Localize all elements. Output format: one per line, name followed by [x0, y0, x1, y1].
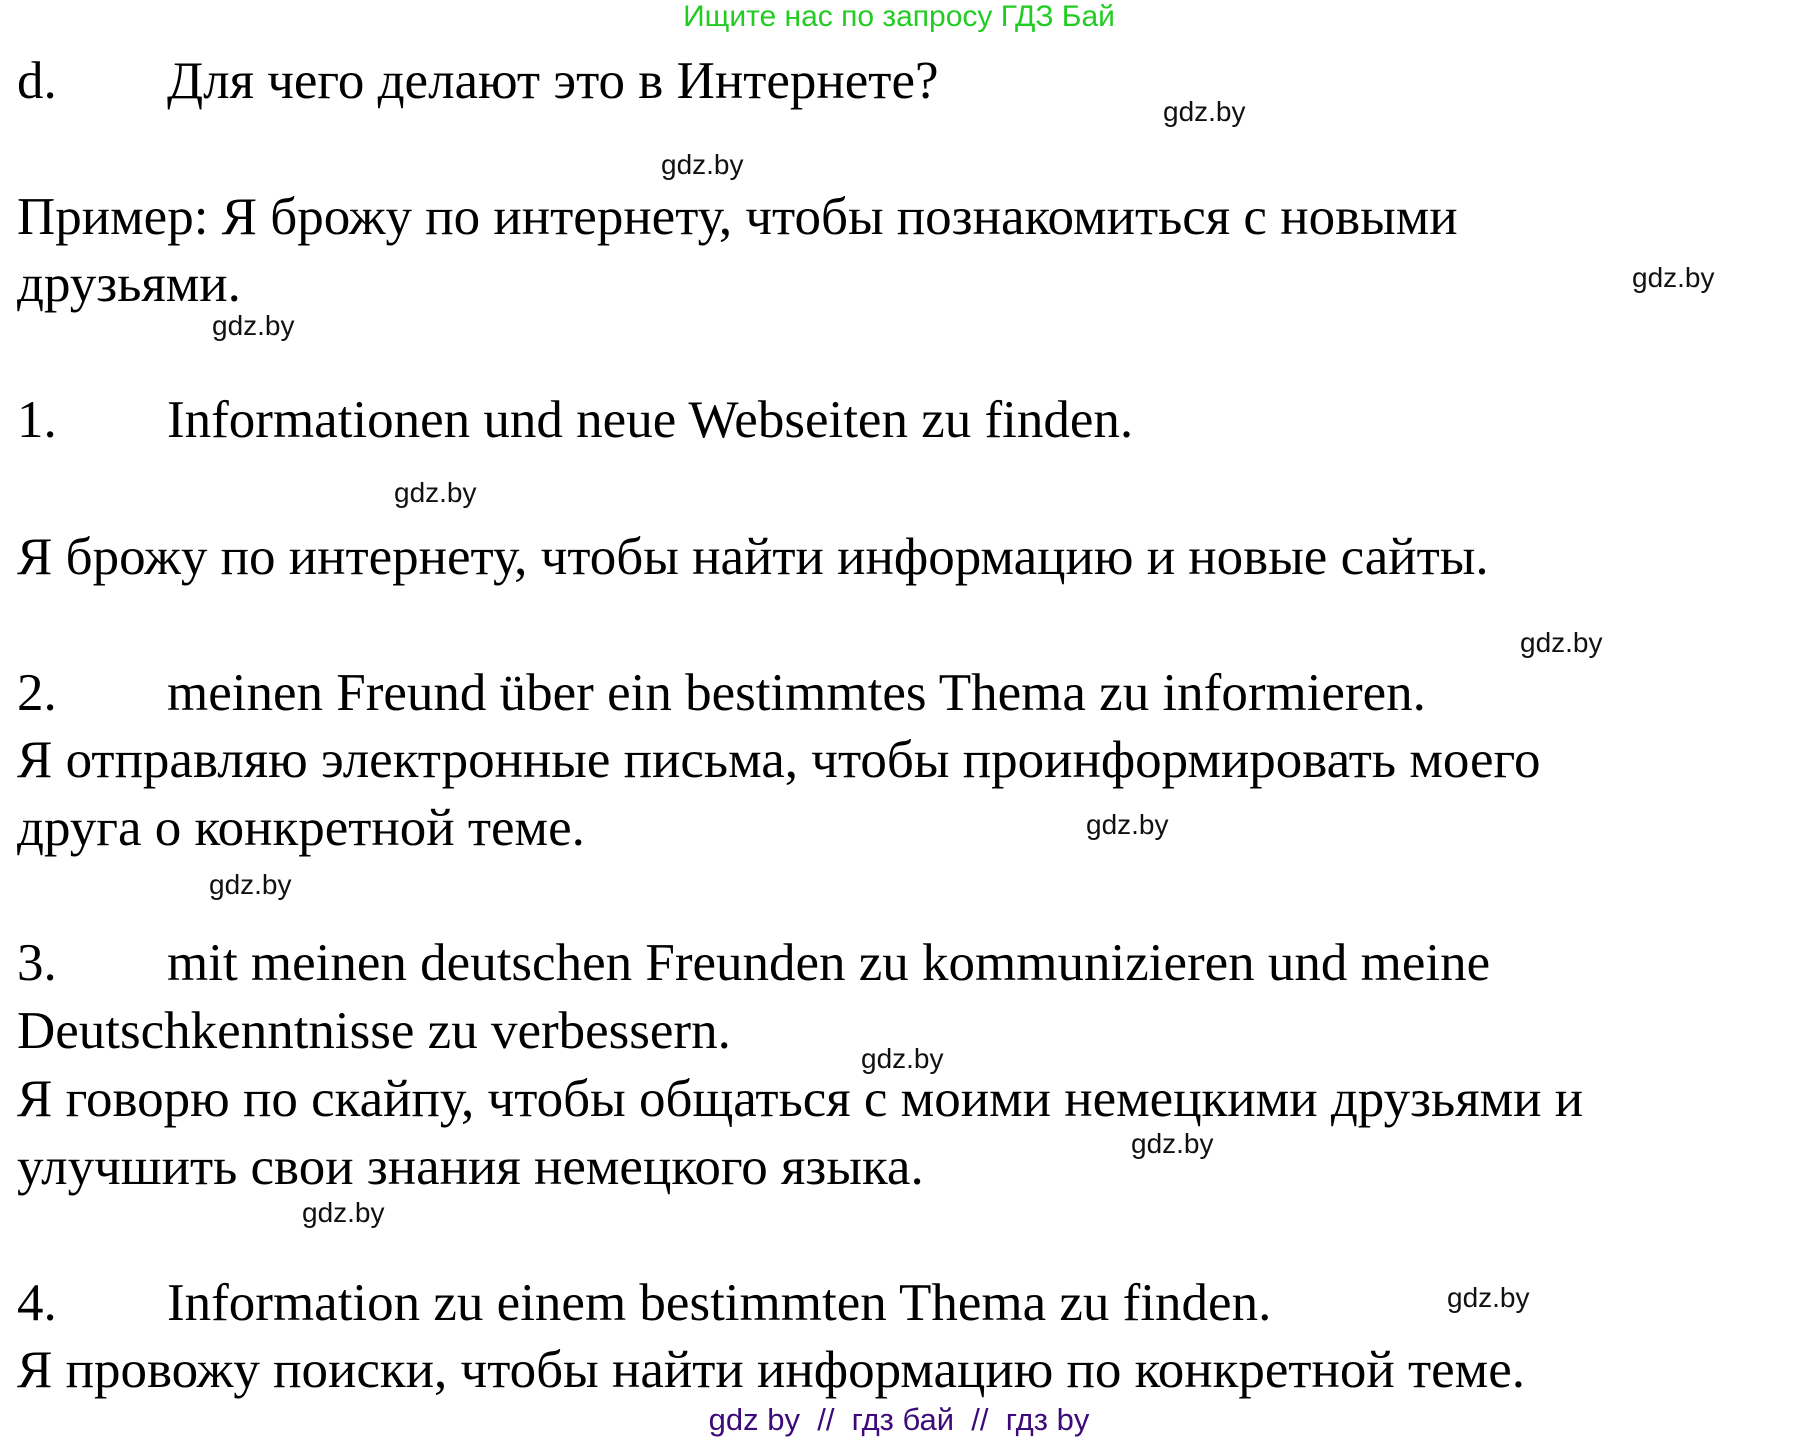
- watermark: gdz.by: [861, 1043, 944, 1074]
- site-banner: Ищите нас по запросу ГДЗ Бай: [683, 0, 1115, 33]
- item-1-russian: Я брожу по интернету, чтобы найти информацию и новые сайты.: [17, 528, 1489, 586]
- item-number: 3.: [17, 934, 57, 992]
- watermark: gdz.by: [1520, 627, 1603, 658]
- task-question: Для чего делают это в Интернете?: [167, 52, 939, 110]
- item-2-russian: друга о конкретной теме.: [17, 799, 585, 857]
- example-line: друзьями.: [17, 255, 241, 313]
- watermark: gdz.by: [1163, 96, 1246, 127]
- task-label: d.: [17, 52, 57, 110]
- item-4-german: [17, 1272, 1271, 1334]
- item-4-russian: Я провожу поиски, чтобы найти информацию по конкретной теме.: [17, 1341, 1525, 1399]
- item-1-german: [17, 389, 1133, 451]
- item-number: 1.: [17, 391, 57, 449]
- watermark: gdz.by: [394, 477, 477, 508]
- watermark: gdz.by: [1086, 809, 1169, 840]
- watermark: gdz.by: [661, 149, 744, 180]
- item-2-german: [17, 662, 1426, 724]
- watermark: gdz.by: [212, 310, 295, 341]
- german-text: Information zu einem bestimmten Thema zu finden.: [167, 1274, 1272, 1332]
- example-line: Пример: Я брожу по интернету, чтобы познакомиться с новыми: [17, 188, 1458, 246]
- footer-watermark: gdz by // гдз бай // гдз by: [708, 1402, 1090, 1437]
- watermark: gdz.by: [302, 1197, 385, 1228]
- german-text: meinen Freund über ein bestimmtes Thema zu informieren.: [167, 664, 1426, 722]
- watermark: gdz.by: [1447, 1282, 1530, 1313]
- watermark: gdz.by: [1632, 262, 1715, 293]
- item-number: 4.: [17, 1274, 57, 1332]
- german-text: Informationen und neue Webseiten zu finden.: [167, 391, 1134, 449]
- item-3-german: [17, 932, 1490, 994]
- item-3-russian: улучшить свои знания немецкого языка.: [17, 1138, 924, 1196]
- german-text: mit meinen deutschen Freunden zu kommunizieren und meine: [167, 934, 1491, 992]
- task-heading: [17, 50, 939, 112]
- item-3-german: Deutschkenntnisse zu verbessern.: [17, 1002, 731, 1060]
- watermark: gdz.by: [209, 869, 292, 900]
- item-number: 2.: [17, 664, 57, 722]
- watermark: gdz.by: [1131, 1128, 1214, 1159]
- item-3-russian: Я говорю по скайпу, чтобы общаться с моими немецкими друзьями и: [17, 1070, 1584, 1128]
- item-2-russian: Я отправляю электронные письма, чтобы проинформировать моего: [17, 731, 1541, 789]
